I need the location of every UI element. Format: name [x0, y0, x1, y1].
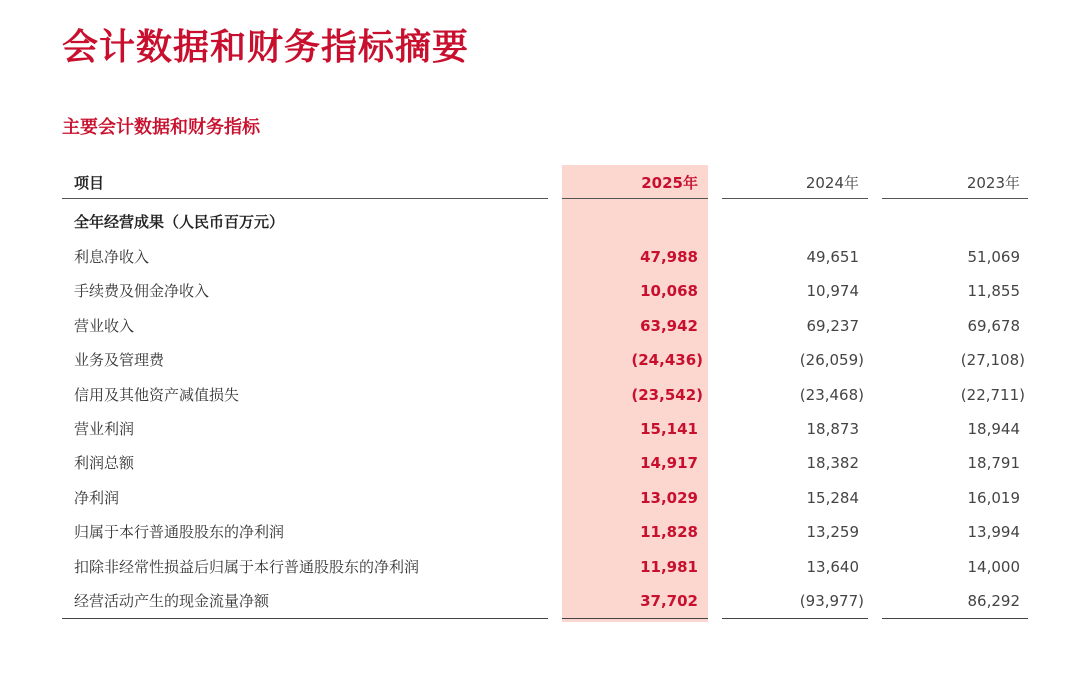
value-2024: (93,977) — [799, 591, 864, 610]
value-2024: 18,873 — [806, 419, 859, 438]
value-2024: 18,382 — [806, 454, 859, 473]
header-year-2024: 2024年 — [805, 174, 859, 192]
table-row — [0, 584, 1080, 618]
value-2023: 13,994 — [967, 523, 1020, 542]
value-2024: 15,284 — [806, 488, 859, 507]
page-title: 会计数据和财务指标摘要 — [62, 27, 470, 68]
footer-rule-2025 — [562, 618, 708, 619]
value-2024: 49,651 — [806, 248, 859, 266]
value-2025: 47,988 — [640, 248, 698, 266]
value-2023: 14,000 — [967, 557, 1020, 576]
value-2024: (26,059) — [799, 351, 864, 370]
row-label: 归属于本行普通股股东的净利润 — [74, 523, 285, 542]
footer-rule-item — [62, 618, 548, 619]
value-2025: (23,542) — [631, 385, 703, 404]
value-2025: 13,029 — [640, 488, 698, 507]
table-body — [0, 240, 1080, 618]
header-rule-2025 — [562, 198, 708, 199]
row-label: 营业收入 — [74, 316, 135, 335]
value-2023: 69,678 — [967, 316, 1020, 335]
header-year-2023: 2023年 — [966, 174, 1020, 192]
value-2024: 69,237 — [806, 316, 859, 335]
value-2024: (23,468) — [799, 385, 864, 404]
row-label: 手续费及佣金净收入 — [74, 282, 210, 301]
table-row — [0, 446, 1080, 480]
table-row — [0, 481, 1080, 515]
group-label: 全年经营成果（人民币百万元） — [74, 213, 285, 231]
value-2025: 10,068 — [640, 282, 698, 301]
table-row — [0, 515, 1080, 549]
value-2024: 13,259 — [806, 523, 859, 542]
table-row — [0, 240, 1080, 274]
row-label: 扣除非经常性损益后归属于本行普通股股东的净利润 — [74, 557, 420, 576]
value-2025: 37,702 — [640, 591, 698, 610]
table-row — [0, 343, 1080, 377]
value-2025: 15,141 — [640, 419, 698, 438]
table-row — [0, 378, 1080, 412]
value-2023: 51,069 — [967, 248, 1020, 266]
value-2025: (24,436) — [631, 351, 703, 370]
table-row — [0, 274, 1080, 308]
table-row — [0, 309, 1080, 343]
value-2025: 14,917 — [640, 454, 698, 473]
row-label: 净利润 — [74, 488, 120, 507]
value-2023: 18,791 — [967, 454, 1020, 473]
row-label: 利息净收入 — [74, 248, 150, 266]
value-2023: 11,855 — [967, 282, 1020, 301]
value-2023: (22,711) — [960, 385, 1025, 404]
section-title: 主要会计数据和财务指标 — [62, 117, 260, 138]
header-item: 项目 — [74, 174, 105, 192]
table-row — [0, 412, 1080, 446]
row-label: 经营活动产生的现金流量净额 — [74, 591, 270, 610]
header-rule-2024 — [722, 198, 868, 199]
row-label: 利润总额 — [74, 454, 135, 473]
row-label: 业务及管理费 — [74, 351, 165, 370]
value-2025: 63,942 — [640, 316, 698, 335]
footer-rule-2024 — [722, 618, 868, 619]
value-2025: 11,828 — [640, 523, 698, 542]
footer-rule-2023 — [882, 618, 1028, 619]
row-label: 信用及其他资产减值损失 — [74, 385, 240, 404]
header-rule-item — [62, 198, 548, 199]
value-2024: 13,640 — [806, 557, 859, 576]
header-year-2025: 2025年 — [641, 174, 698, 192]
table-row — [0, 550, 1080, 584]
value-2024: 10,974 — [806, 282, 859, 301]
value-2023: 86,292 — [967, 591, 1020, 610]
header-rule-2023 — [882, 198, 1028, 199]
value-2023: (27,108) — [960, 351, 1025, 370]
row-label: 营业利润 — [74, 419, 135, 438]
value-2023: 16,019 — [967, 488, 1020, 507]
value-2023: 18,944 — [967, 419, 1020, 438]
value-2025: 11,981 — [640, 557, 698, 576]
